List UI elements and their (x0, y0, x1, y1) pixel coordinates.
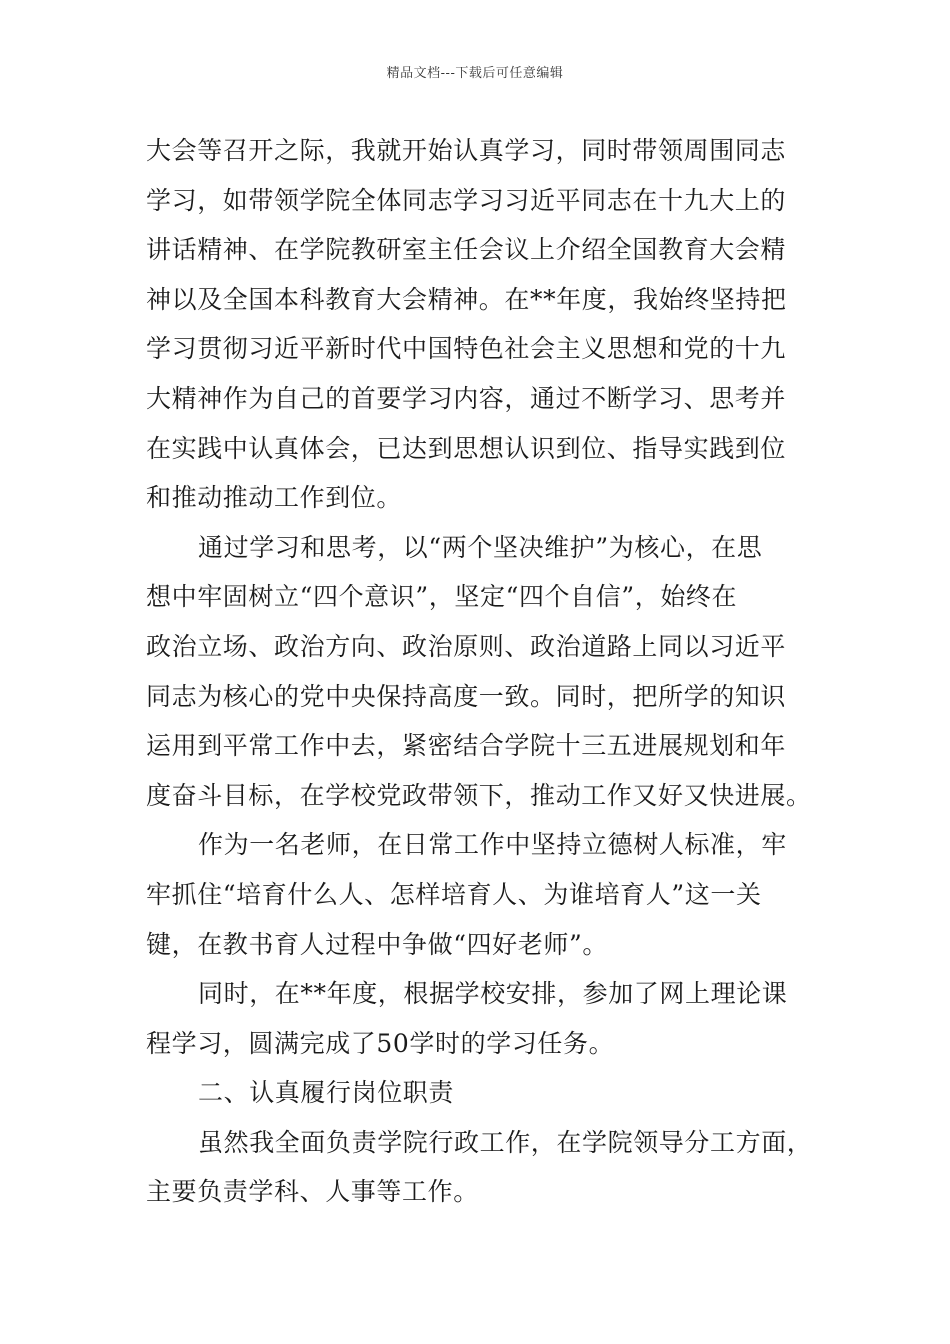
text-line: 在实践中认真体会，已达到思想认识到位、指导实践到位 (146, 433, 787, 463)
text-line: 神以及全国本科教育大会精神。在**年度，我始终坚持把 (146, 284, 787, 314)
text-line: 运用到平常工作中去，紧密结合学院十三五进展规划和年 (146, 731, 787, 761)
text-line: 政治立场、政治方向、政治原则、政治道路上同以习近平 (146, 631, 787, 661)
section-heading: 二、认真履行岗位职责 (198, 1078, 455, 1108)
text-line: 程学习，圆满完成了50学时的学习任务。 (146, 1028, 615, 1058)
text-line: 键，在教书育人过程中争做“四好老师”。 (146, 929, 608, 959)
text-line: 学习，如带领学院全体同志学习习近平同志在十九大上的 (146, 185, 787, 215)
text-line: 度奋斗目标，在学校党政带领下，推动工作又好又快进展。 (146, 780, 812, 810)
text-line: 大会等召开之际，我就开始认真学习，同时带领周围同志 (146, 136, 787, 165)
paragraph-start-line: 通过学习和思考，以“两个坚决维护”为核心，在思 (198, 532, 763, 562)
paragraph-start-line: 虽然我全面负责学院行政工作，在学院领导分工方面， (198, 1127, 813, 1157)
document-body (146, 126, 816, 1217)
text-line: 主要负责学科、人事等工作。 (146, 1177, 479, 1207)
paragraph-start-line: 同时，在**年度，根据学校安排，参加了网上理论课 (198, 979, 788, 1009)
text-line: 讲话精神、在学院教研室主任会议上介绍全国教育大会精 (146, 235, 787, 265)
text-line: 学习贯彻习近平新时代中国特色社会主义思想和党的十九 (146, 334, 787, 364)
paragraph-start-line: 作为一名老师，在日常工作中坚持立德树人标准，牢 (198, 830, 787, 860)
page-header: 精品文档---下载后可任意编辑 (386, 66, 564, 81)
text-line: 大精神作为自己的首要学习内容，通过不断学习、思考并 (146, 383, 787, 413)
text-line: 同志为核心的党中央保持高度一致。同时，把所学的知识 (146, 681, 787, 711)
text-line: 牢抓住“培育什么人、怎样培育人、为谁培育人”这一关 (146, 879, 762, 909)
text-line: 和推动推动工作到位。 (146, 483, 403, 513)
text-line: 想中牢固树立“四个意识”，坚定“四个自信”，始终在 (146, 582, 738, 612)
